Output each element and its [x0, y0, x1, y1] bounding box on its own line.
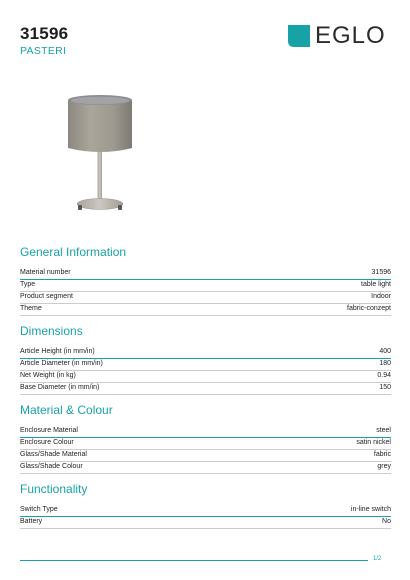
spec-value: fabric [373, 451, 391, 458]
eglo-logo-mark-icon [288, 25, 310, 47]
spec-row [20, 517, 391, 529]
spec-label: Type [20, 281, 36, 288]
spec-value: 180 [379, 360, 391, 367]
spec-label: Battery [20, 518, 43, 525]
page-number: 1/2 [373, 556, 382, 562]
spec-row [20, 268, 391, 280]
spec-value: 400 [379, 348, 391, 355]
spec-row [20, 505, 391, 517]
spec-row [20, 371, 391, 383]
section-dimensions [20, 324, 391, 395]
spec-value: steel [376, 427, 391, 434]
section-title: Dimensions [20, 324, 83, 338]
spec-row [20, 347, 391, 359]
section-title: General Information [20, 245, 127, 259]
spec-row [20, 462, 391, 474]
spec-row [20, 426, 391, 438]
spec-value: Indoor [371, 293, 391, 300]
section-title: Functionality [20, 482, 88, 496]
spec-value: No [382, 518, 391, 525]
spec-row [20, 383, 391, 395]
spec-value: table light [361, 281, 391, 288]
product-image [60, 88, 140, 218]
spec-row [20, 292, 391, 304]
table-lamp-image [60, 88, 140, 218]
spec-label: Glass/Shade Colour [20, 463, 83, 470]
footer-divider [20, 560, 368, 561]
eglo-logo [288, 24, 386, 48]
spec-label: Base Diameter (in mm/in) [20, 384, 100, 391]
section-general-information [20, 245, 391, 316]
spec-label: Material number [20, 269, 71, 276]
spec-label: Net Weight (in kg) [20, 372, 76, 379]
spec-row [20, 304, 391, 316]
spec-value: in-line switch [350, 506, 391, 513]
brand-name: EGLO [315, 22, 386, 49]
product-name: PASTERI [20, 45, 67, 57]
spec-value: 31596 [371, 269, 391, 276]
spec-value: 150 [379, 384, 391, 391]
spec-row [20, 450, 391, 462]
spec-label: Article Height (in mm/in) [20, 348, 95, 355]
spec-value: grey [377, 463, 391, 470]
spec-label: Theme [20, 305, 42, 312]
spec-label: Switch Type [20, 506, 58, 513]
spec-row [20, 438, 391, 450]
spec-label: Enclosure Material [20, 427, 78, 434]
section-material-colour [20, 403, 391, 474]
spec-label: Glass/Shade Material [20, 451, 87, 458]
spec-label: Article Diameter (in mm/in) [20, 360, 103, 367]
spec-label: Enclosure Colour [20, 439, 74, 446]
spec-label: Product segment [20, 293, 73, 300]
section-functionality [20, 482, 391, 529]
spec-value: fabric-conzept [347, 305, 391, 312]
spec-value: satin nickel [356, 439, 391, 446]
spec-row [20, 280, 391, 292]
product-number: 31596 [20, 24, 69, 43]
spec-value: 0.94 [377, 372, 391, 379]
section-title: Material & Colour [20, 403, 113, 417]
spec-row [20, 359, 391, 371]
